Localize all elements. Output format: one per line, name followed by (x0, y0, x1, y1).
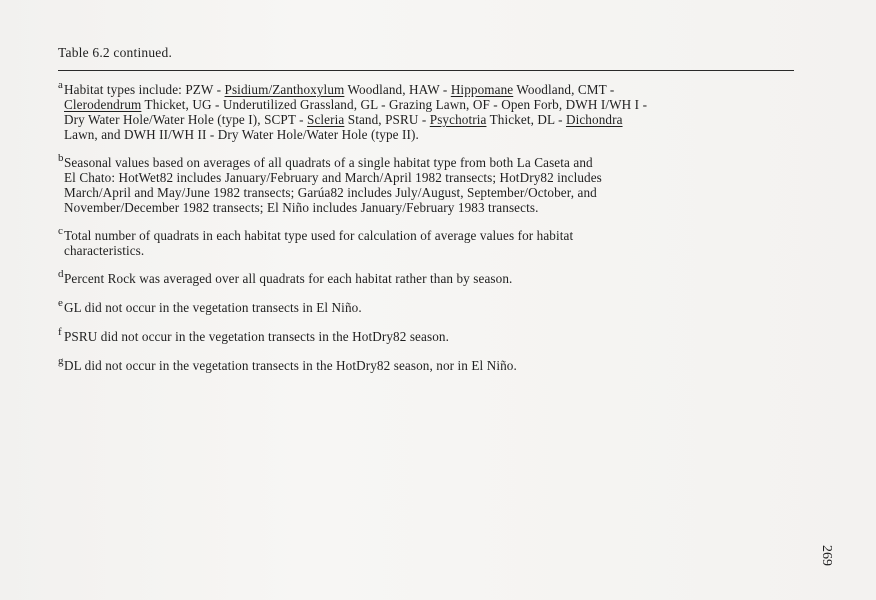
footnote-d-line-1: Percent Rock was averaged over all quadrats for each habitat rather than by season. (64, 271, 513, 286)
footnote-g (58, 355, 794, 373)
footnotes (58, 79, 794, 373)
text-run: Thicket, UG - Underutilized Grassland, GL - Grazing Lawn, OF - Open Forb, DWH I/WH I - (141, 97, 648, 112)
text-run: Woodland, HAW - (344, 82, 451, 97)
footnote-marker-f: f (58, 326, 62, 338)
footnote-b-line-4: November/December 1982 transects; El Niño includes January/February 1983 transects. (64, 200, 539, 215)
footnote-d (58, 268, 794, 286)
taxon-name: Dichondra (565, 112, 623, 127)
text-run: Habitat types include: PZW - (64, 82, 225, 97)
footnote-a-line-4: Lawn, and DWH II/WH II - Dry Water Hole/Water Hole (type II). (64, 127, 419, 142)
footnote-f (58, 326, 794, 344)
footnote-marker-d: d (58, 268, 64, 280)
footnote-e (58, 297, 794, 315)
footnote-marker-b: b (58, 152, 64, 164)
taxon-name: Hippomane (450, 82, 514, 97)
taxon-name: Scleria (307, 112, 345, 127)
taxon-name: Clerodendrum (64, 97, 142, 112)
footnote-c-line-1: Total number of quadrats in each habitat type used for calculation of average values for habitat (64, 228, 574, 243)
footnote-a-line-1 (64, 82, 794, 97)
text-run: Stand, PSRU - (344, 112, 430, 127)
footnote-b-line-1: Seasonal values based on averages of all quadrats of a single habitat type from both La Caseta and (64, 155, 593, 170)
taxon-name: Psychotria (429, 112, 487, 127)
footnote-a-line-2 (64, 97, 794, 112)
text-run: Thicket, DL - (486, 112, 566, 127)
table-caption: Table 6.2 continued. (58, 45, 173, 60)
footnote-e-line-1: GL did not occur in the vegetation transects in El Niño. (64, 300, 362, 315)
footnote-marker-e: e (58, 297, 63, 309)
footnote-g-line-1: DL did not occur in the vegetation transects in the HotDry82 season, nor in El Niño. (64, 358, 517, 373)
page-number: 269 (819, 545, 834, 566)
footnote-b-line-2: El Chato: HotWet82 includes January/February and March/April 1982 transects; HotDry82 includes (64, 170, 602, 185)
footnote-marker-a: a (58, 79, 63, 91)
text-run: Woodland, CMT - (513, 82, 615, 97)
footnote-b-line-3: March/April and May/June 1982 transects; Garúa82 includes July/August, September/October, and (64, 185, 597, 200)
footnote-marker-g: g (58, 355, 64, 367)
text-run: Dry Water Hole/Water Hole (type I), SCPT - (64, 112, 308, 127)
footnote-c-line-2: characteristics. (64, 243, 145, 258)
footnote-a (58, 79, 794, 142)
footnote-marker-c: c (58, 225, 63, 237)
footnote-c (58, 225, 794, 258)
footnote-f-line-1: PSRU did not occur in the vegetation transects in the HotDry82 season. (64, 329, 449, 344)
horizontal-rule (58, 70, 794, 71)
footnote-a-line-3 (64, 112, 794, 127)
footnote-b (58, 152, 794, 215)
taxon-name: Psidium/Zanthoxylum (224, 82, 345, 97)
